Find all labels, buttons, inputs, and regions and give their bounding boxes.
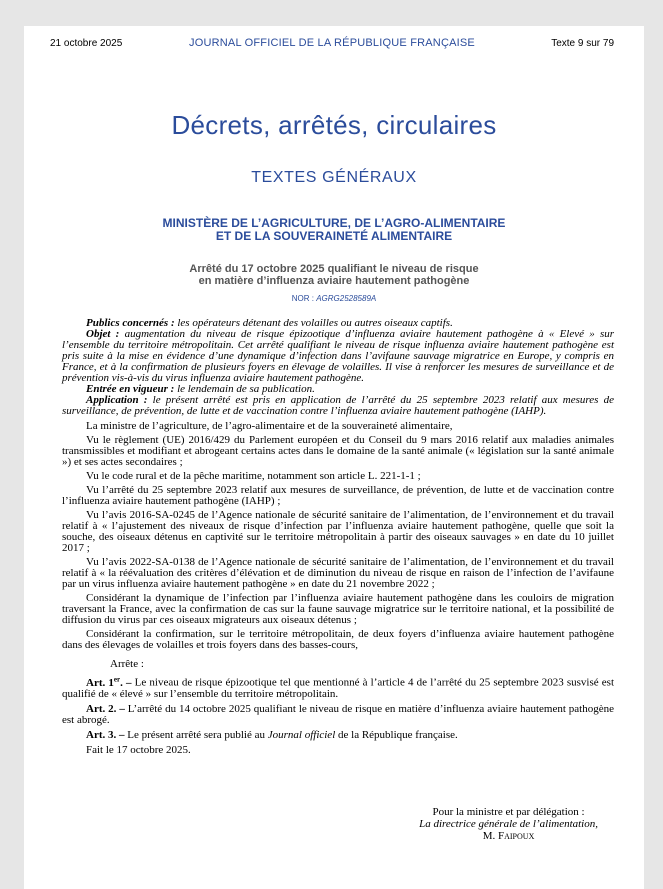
subsection-title: TEXTES GÉNÉRAUX (251, 169, 417, 186)
article-2: Art. 2. – L’arrêté du 14 octobre 2025 qualifiant le niveau de risque en matière d’influenza aviaire hautement pathogène est abrogé. (62, 702, 615, 726)
nor-reference (24, 294, 644, 303)
section-title: Décrets, arrêtés, circulaires (171, 110, 497, 140)
document-body (62, 318, 614, 756)
nor-value: AGRG2528589A (316, 294, 377, 303)
ministry-heading (24, 217, 644, 243)
considerant-dynamique: Considérant la dynamique de l’infection par l’influenza aviaire hautement pathogène dans les couloirs de migration traversant la France, avec la confirmation de cas sur la faune sauvage migratrice sur le territoire national, et la possibilité de diffusion du virus par ces oiseaux migrateurs aux oiseaux détenus ; (62, 592, 614, 626)
page-header (50, 37, 614, 53)
arrete-title-line-2: en matière d’influenza aviaire hautement pathogène (198, 275, 470, 287)
summary-entree: Entrée en vigueur : le lendemain de sa publication. (86, 383, 315, 395)
arrete-word: Arrête : (110, 658, 144, 670)
ministry-line-1: MINISTÈRE DE L’AGRICULTURE, DE L’AGRO-ALIMENTAIRE (162, 216, 506, 230)
signature-line-2: La directrice générale de l’alimentation, (419, 818, 598, 830)
journal-title: JOURNAL OFFICIEL DE LA RÉPUBLIQUE FRANÇAISE (189, 37, 475, 49)
signature-block (419, 806, 598, 842)
summary-publics: Publics concernés : les opérateurs détenant des volailles ou autres oiseaux captifs. (86, 317, 453, 329)
done-date: Fait le 17 octobre 2025. (86, 743, 191, 756)
document-page (24, 26, 644, 889)
visa-reglement: Vu le règlement (UE) 2016/429 du Parlement européen et du Conseil du 9 mars 2016 relatif aux maladies animales transmissibles et modifiant et abrogeant certains actes dans le domaine de la santé animale (« législation sur la santé animale ») et ses actes secondaires ; (62, 434, 614, 468)
header-date: 21 octobre 2025 (50, 38, 123, 49)
article-3-label: Art. 3. – (86, 728, 125, 741)
summary-application: Application : le présent arrêté est pris en application de l’arrêté du 25 septembre 2023 relatif aux mesures de surveillance, de prévention, de lutte et de vaccination contre l’influenza aviaire hautement pathogène (IAHP). (62, 394, 615, 417)
signatory-name: M. Faipoux (482, 830, 535, 842)
visa-avis-2022: Vu l’avis 2022-SA-0138 de l’Agence nationale de sécurité sanitaire de l’alimentation, de l’environnement et du travail relatif à « la réévaluation des critères d’élévation et de diminution du niveau de risque en raison de l’infection de l’avifaune par un virus influenza aviaire hautement pathogène » en date du 21 novembre 2022 ; (62, 556, 614, 590)
arrete-title-line-1: Arrêté du 17 octobre 2025 qualifiant le niveau de risque (189, 263, 479, 275)
considerant-confirmation: Considérant la confirmation, sur le territoire métropolitain, de deux foyers d’influenza aviaire hautement pathogène dans des élevages de volailles et trois foyers dans des basses-cours, (62, 628, 614, 651)
visa-arrete-2023: Vu l’arrêté du 25 septembre 2023 relatif aux mesures de surveillance, de prévention, de lutte et de vaccination contre l’influenza aviaire hautement pathogène (IAHP) ; (62, 484, 614, 507)
visa-code-rural: Vu le code rural et de la pêche maritime, notamment son article L. 221-1-1 ; (86, 470, 421, 482)
ministry-line-2: ET DE LA SOUVERAINETÉ ALIMENTAIRE (215, 229, 453, 243)
article-1-label: Art. 1er. – (86, 675, 132, 689)
article-3: Art. 3. – Le présent arrêté sera publié au Journal officiel de la République française. (86, 728, 458, 741)
arrete-title (24, 263, 644, 287)
article-2-label: Art. 2. – (86, 702, 125, 715)
texte-counter: Texte 9 sur 79 (551, 38, 614, 49)
signature-line-1: Pour la ministre et par délégation : (432, 806, 585, 818)
summary-objet: Objet : augmentation du niveau de risque épizootique d’influenza aviaire hautement pathogène à « Elevé » sur l’ensemble du territoire métropolitain. Cet arrêté qualifiant le niveau de risque influenza aviaire hautement pathogène est pris suite à la mise en évidence d’une dynamique d’infection dans l’avifaune sauvage migratrice en Europe, y compris en France, et à la confirmation de plusieurs foyers en élevage de volailles. Il vise à renforcer les mesures de surveillance et de prévention vis-à-vis du virus influenza aviaire hautement pathogène. (62, 328, 615, 384)
visa-minister: La ministre de l’agriculture, de l’agro-alimentaire et de la souveraineté alimentaire, (86, 420, 453, 432)
visa-avis-2016: Vu l’avis 2016-SA-0245 de l’Agence nationale de sécurité sanitaire de l’alimentation, de l’environnement et du travail relatif à « l’ajustement des niveaux de risque d’infection par l’influenza aviaire hautement pathogène, quelle que soit la souche, des oiseaux détenus en captivité sur le territoire métropolitain à partir des oiseaux sauvages » en date du 10 juillet 2017 ; (62, 509, 614, 554)
article-1: Art. 1er. – Le niveau de risque épizootique tel que mentionné à l’article 4 de l’arrêté du 25 septembre 2023 susvisé est qualifié de « élevé » sur l’ensemble du territoire métropolitain. (62, 675, 615, 700)
nor-label: NOR : (291, 294, 314, 303)
